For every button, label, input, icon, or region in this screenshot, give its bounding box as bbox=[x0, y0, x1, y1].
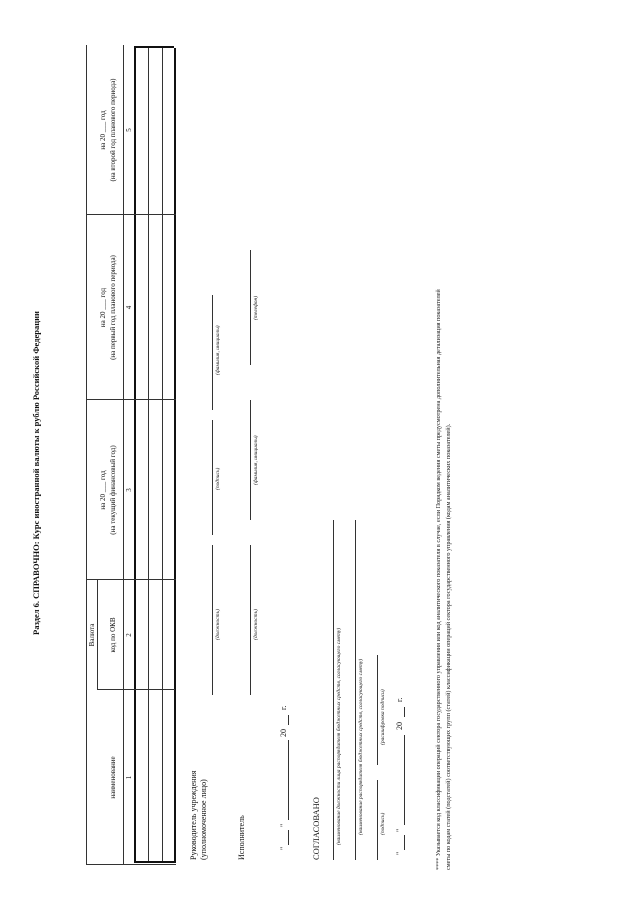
column-number-2: 2 bbox=[125, 633, 133, 637]
approval-date-quote-open: " bbox=[395, 851, 404, 855]
executor-position-line bbox=[250, 545, 251, 695]
approval-decode-line bbox=[377, 655, 378, 765]
approval-decode-caption: (расшифровка подписи) bbox=[380, 689, 386, 745]
approval-position-line bbox=[333, 520, 334, 860]
header-year-first: на 20 ___ год bbox=[99, 287, 107, 328]
date-year-line bbox=[288, 715, 289, 725]
approval-signature-caption: (подпись) bbox=[380, 812, 386, 835]
approval-position-caption: (наименование должности лица распорядителя бюджетных средств, согласующего смету) bbox=[336, 627, 342, 845]
header-year-second: на 20 ___ год bbox=[99, 110, 107, 150]
column-number-4: 4 bbox=[125, 305, 133, 310]
approval-date-suffix: г. bbox=[395, 697, 404, 702]
currency-group-rule bbox=[97, 580, 98, 690]
subheader-year-first: (на первый год планового периода) bbox=[109, 255, 117, 360]
executor-phone-caption: (телефон) bbox=[253, 295, 259, 320]
date-quote-open: " bbox=[279, 846, 288, 850]
executor-name-line bbox=[250, 400, 251, 520]
head-signature-caption: (подпись) bbox=[215, 467, 221, 490]
head-position-line bbox=[212, 545, 213, 695]
head-name-line bbox=[212, 295, 213, 410]
column-number-1: 1 bbox=[125, 775, 133, 780]
approval-date-year-line bbox=[404, 707, 405, 717]
date-month-line bbox=[288, 740, 289, 820]
date-quote-close: " bbox=[279, 823, 288, 827]
head-label-sub: (уполномоченное лицо) bbox=[199, 779, 208, 860]
executor-position-caption: (должность) bbox=[253, 609, 259, 640]
executor-label: Исполнитель bbox=[237, 815, 246, 860]
executor-name-caption: (фамилия, инициалы) bbox=[253, 435, 259, 485]
header-okv-code: код по ОКВ bbox=[109, 617, 117, 653]
header-name: наименование bbox=[109, 756, 117, 799]
date-year: 20 bbox=[279, 729, 288, 737]
date-day-line bbox=[288, 830, 289, 845]
approval-organization-caption: (наименование распорядителя бюджетных средств, согласующего смету) bbox=[358, 658, 364, 835]
date-suffix: г. bbox=[279, 705, 288, 710]
executor-phone-line bbox=[250, 250, 251, 365]
head-name-caption: (фамилия, инициалы) bbox=[215, 325, 221, 375]
subheader-year-second: (на второй год планового периода) bbox=[109, 78, 117, 182]
footnote-line-1: **** Указывается код классификации операций сектора государственного управления или код аналитического показателя в случае, если Порядком ведения сметы предусмотрена дополнительная детализация показателей bbox=[435, 289, 442, 870]
head-signature-line bbox=[212, 420, 213, 535]
currency-group-header: Валюта bbox=[88, 623, 96, 647]
header-year-current: на 20 ___ год bbox=[99, 470, 107, 510]
approval-signature-line bbox=[377, 780, 378, 860]
approval-date-quote-close: " bbox=[395, 828, 404, 832]
column-number-5: 5 bbox=[125, 128, 133, 132]
approval-date-year: 20 bbox=[395, 722, 404, 730]
head-label: Руководитель учреждения bbox=[189, 770, 198, 860]
approval-organization-line bbox=[355, 520, 356, 860]
footnote-line-2: сметы по кодам статей (подстатей) соответствующих групп (статей) классификации операций сектора государственного управления (кодам аналитических показателей). bbox=[445, 423, 452, 870]
column-number-3: 3 bbox=[125, 488, 133, 492]
approval-date-day-line bbox=[404, 835, 405, 850]
approval-date-month-line bbox=[404, 735, 405, 825]
approval-title: СОГЛАСОВАНО bbox=[311, 797, 321, 860]
head-position-caption: (должность) bbox=[215, 609, 221, 640]
section-title: Раздел 6. СПРАВОЧНО: Курс иностранной валюты к рублю Российской Федерации bbox=[31, 311, 41, 635]
subheader-year-current: (на текущий финансовый год) bbox=[109, 445, 117, 535]
